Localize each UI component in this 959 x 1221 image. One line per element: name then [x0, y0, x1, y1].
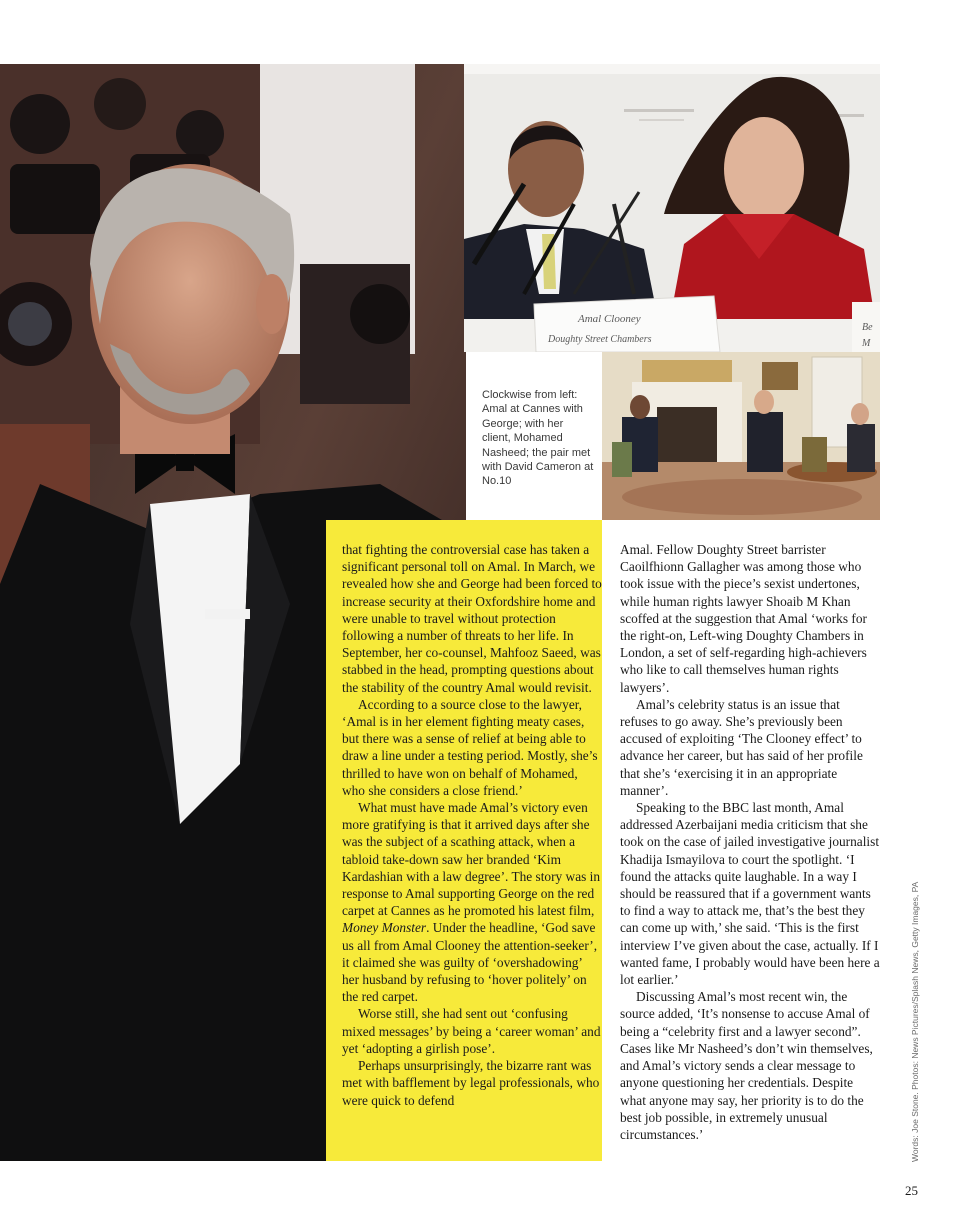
- article-paragraph: [342, 799, 602, 1005]
- article-paragraph: that fighting the controversial case has taken a significant personal toll on Amal. In March, we revealed how she and George had been forced to increase security at their Oxfordshire home and were unable to travel without protection following a number of threats to her life. In September, her co-counsel, Mahfooz Saeed, was stabbed in the head, prompting questions about the stability of the country Amal would revisit.: [342, 542, 602, 695]
- article-column-left: [326, 520, 602, 1161]
- article-paragraph: According to a source close to the lawyer, ‘Amal is in her element fighting meaty cases, but there was a sense of relief at being able to draw a line under a testing period. Mostly, she’s thrilled to have won on behalf of Mohamed, who she considers a close friend.’: [342, 696, 598, 798]
- photo-credits: Words: Joe Stone. Photos: News Pictures/Splash News, Getty Images, PA: [910, 881, 920, 1162]
- nameplate-partial-1: Be: [862, 322, 873, 333]
- photo-caption: Clockwise from left: Amal at Cannes with George; with her client, Mohamed Nasheed; the pair met with David Cameron at No.10: [482, 389, 594, 488]
- nameplate-org: Doughty Street Chambers: [548, 334, 652, 345]
- nameplate-name: Amal Clooney: [578, 313, 641, 325]
- article-paragraph: Worse still, she had sent out ‘confusing mixed messages’ by being a ‘career woman’ and yet ‘adopting a girlish pose’.: [342, 1006, 601, 1056]
- page-number: 25: [905, 1183, 918, 1198]
- film-title: Money Monster: [342, 920, 427, 936]
- article-paragraph: Discussing Amal’s most recent win, the source added, ‘It’s nonsense to accuse Amal of being a “celebrity first and a lawyer second”. Cases like Mr Nasheed’s don’t win themselves, and Amal’s victory sends a clear message to anyone questioning her credentials. Despite what anyone may say, her priority is to do the best job possible, in extremely unusual circumstances.’: [620, 989, 873, 1142]
- article-paragraph: Amal’s celebrity status is an issue that refuses to go away. She’s previously been accused of exploiting ‘The Clooney effect’ to advance her career, but has said of her profile that she’s ‘exercising it in an appropriate manner’.: [620, 696, 863, 798]
- downing-street-photo: [602, 352, 880, 520]
- paragraph-text: . Under the headline, ‘God save us all from Amal Clooney the attention-seeker’, it claimed she was guilty of ‘overshadowing’ her husband by refusing to ‘hover politely’ on the red carpet.: [342, 920, 598, 1005]
- nasheed-press-conference-photo: [464, 64, 880, 352]
- paragraph-text: What must have made Amal’s victory even more gratifying is that it arrived days after she was the subject of a scathing attack, when a tabloid take-down saw her branded ‘Kim Kardashian with a law degree’. The story was in response to Amal supporting George on the red carpet at Cannes as he promoted his latest film,: [342, 800, 601, 919]
- article-paragraph: Perhaps unsurprisingly, the bizarre rant was met with bafflement by legal professionals, who were quick to defend: [342, 1058, 600, 1108]
- article-paragraph: Amal. Fellow Doughty Street barrister Caoilfhionn Gallagher was among those who took issue with the piece’s sexist undertones, while human rights lawyer Shoaib M Khan scoffed at the suggestion that Amal ‘works for the right-on, Left-wing Doughty Chambers in London, a set of self-regarding high-achievers who like to call themselves human rights lawyers’.: [620, 542, 867, 695]
- article-column-right: [602, 520, 880, 1161]
- nameplate-partial-2: M: [862, 338, 871, 349]
- article-paragraph: Speaking to the BBC last month, Amal addressed Azerbaijani media criticism that she took on the case of jailed investigative journalist Khadija Ismayilova to court the spotlight. ‘I found the attacks quite laughable. In a way I should be reassured that if a government wants to find a way to attack me, that’s the best they can come up with,’ she said. ‘This is the first interview I’ve given about the case, actually. If I wanted fame, I probably would have been here a lot earlier.’: [620, 800, 880, 988]
